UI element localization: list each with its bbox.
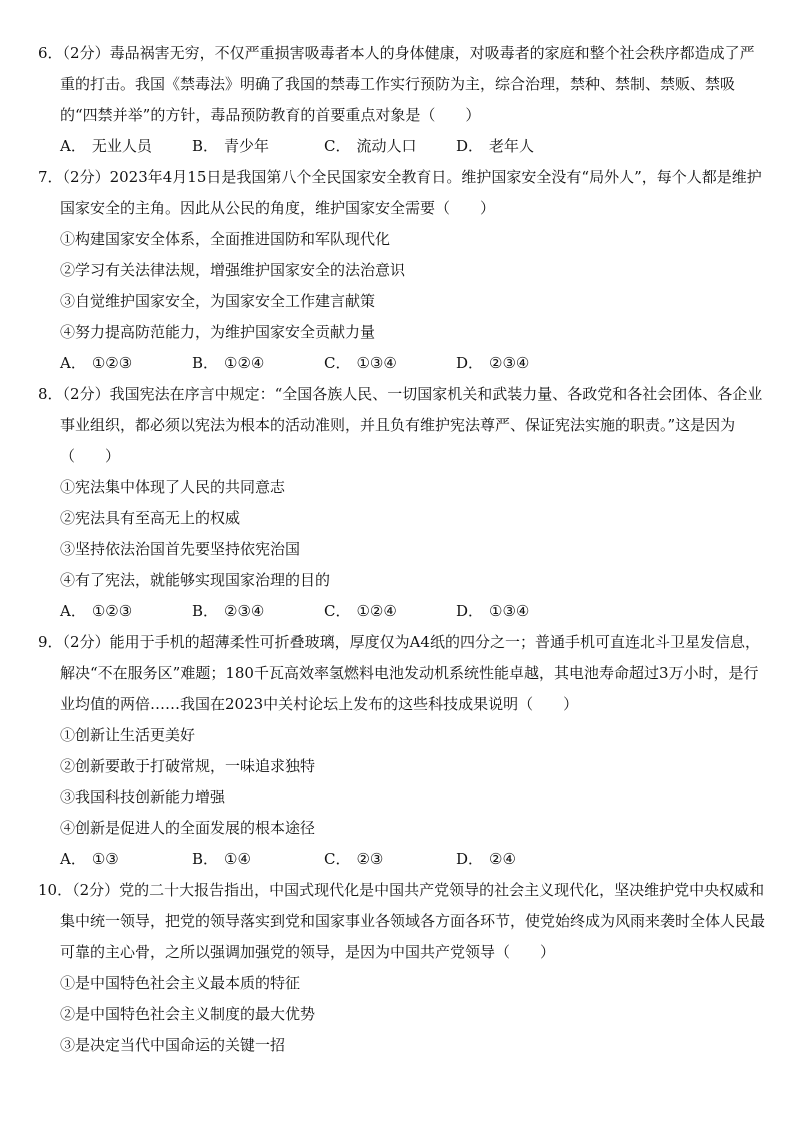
choice-text: ①③④ — [489, 602, 530, 620]
answer-choices — [38, 131, 768, 162]
question-stem: 10．（2分）党的二十大报告指出，中国式现代化是中国共产党领导的社会主义现代化，坚决维护党中央权威和集中统一领导，把党的领导落实到党和国家事业各领域各方面各环节，使党始终成为风雨来袭时全体人民最可靠的主心骨，之所以强调加强党的领导，是因为中国共产党领导（ ） — [38, 881, 766, 961]
choice-text: 流动人口 — [356, 137, 417, 155]
choice-letter: D． — [456, 602, 484, 620]
choice-text: 老年人 — [489, 137, 535, 155]
choice-text: 青少年 — [224, 137, 270, 155]
choice-letter: D． — [456, 850, 484, 868]
choice-text: ①②③ — [91, 354, 133, 372]
statement-item: ④努力提高防范能力，为维护国家安全贡献力量 — [60, 323, 376, 341]
choice-a[interactable] — [60, 596, 192, 627]
statement-item: ③坚持依法治国首先要坚持依宪治国 — [60, 540, 301, 558]
choice-text: ①②④ — [224, 354, 265, 372]
question-9 — [38, 627, 768, 875]
statement-item: ②是中国特色社会主义制度的最大优势 — [60, 1005, 316, 1023]
choice-letter: C． — [324, 850, 351, 868]
question-8 — [38, 379, 768, 627]
statement-item: ②宪法具有至高无上的权威 — [60, 509, 241, 527]
choice-letter: A． — [60, 602, 86, 620]
choice-letter: A． — [60, 354, 86, 372]
statement-item: ②学习有关法律法规，增强维护国家安全的法治意识 — [60, 261, 406, 279]
answer-choices — [38, 348, 768, 379]
statement-item: ①创新让生活更美好 — [60, 726, 196, 744]
statement-item: ③是决定当代中国命运的关键一招 — [60, 1036, 286, 1054]
choice-letter: B． — [192, 850, 219, 868]
choice-text: ②④ — [489, 850, 516, 868]
choice-text: ①③④ — [356, 354, 397, 372]
choice-c[interactable] — [324, 844, 456, 875]
question-stem: 6．（2分）毒品祸害无穷，不仅严重损害吸毒者本人的身体健康，对吸毒者的家庭和整个社会秩序都造成了严重的打击。我国《禁毒法》明确了我国的禁毒工作实行预防为主，综合治理，禁种、禁制、禁贩、禁吸的“四禁并举”的方针，毒品预防教育的首要重点对象是（ ） — [38, 44, 755, 124]
choice-text: ①②④ — [356, 602, 397, 620]
question-7 — [38, 162, 768, 379]
choice-text: ①③ — [91, 850, 119, 868]
choice-text: 无业人员 — [91, 137, 152, 155]
choice-letter: B． — [192, 137, 219, 155]
choice-b[interactable] — [192, 596, 324, 627]
answer-choices — [38, 596, 768, 627]
question-6 — [38, 38, 768, 162]
choice-letter: C． — [324, 354, 351, 372]
choice-text: ②③④ — [489, 354, 530, 372]
statement-item: ①构建国家安全体系，全面推进国防和军队现代化 — [60, 230, 391, 248]
question-stem: 9．（2分）能用于手机的超薄柔性可折叠玻璃，厚度仅为A4纸的四分之一；普通手机可直连北斗卫星发信息，解决“不在服务区”难题；180千瓦高效率氢燃料电池发动机系统性能卓越，其电池寿命超过3万小时，是行业均值的两倍……我国在2023中关村论坛上发布的这些科技成果说明（ ） — [38, 633, 760, 713]
choice-d[interactable] — [456, 844, 588, 875]
answer-choices — [38, 844, 768, 875]
statement-item: ④有了宪法，就能够实现国家治理的目的 — [60, 571, 331, 589]
choice-c[interactable] — [324, 596, 456, 627]
choice-letter: C． — [324, 602, 351, 620]
choice-d[interactable] — [456, 348, 588, 379]
choice-d[interactable] — [456, 596, 588, 627]
choice-letter: A． — [60, 137, 86, 155]
choice-letter: D． — [456, 137, 484, 155]
statement-item: ③我国科技创新能力增强 — [60, 788, 226, 806]
choice-a[interactable] — [60, 844, 192, 875]
choice-text: ②③ — [356, 850, 384, 868]
choice-a[interactable] — [60, 348, 192, 379]
question-stem: 7．（2分）2023年4月15日是我国第八个全民国家安全教育日。维护国家安全没有“局外人”，每个人都是维护国家安全的主角。因此从公民的角度，维护国家安全需要（ ） — [38, 168, 762, 217]
choice-text: ①②③ — [91, 602, 133, 620]
choice-d[interactable] — [456, 131, 588, 162]
choice-letter: B． — [192, 354, 219, 372]
choice-letter: A． — [60, 850, 86, 868]
question-stem: 8．（2分）我国宪法在序言中规定：“全国各族人民、一切国家机关和武装力量、各政党和各社会团体、各企业事业组织，都必须以宪法为根本的活动准则，并且负有维护宪法尊严、保证宪法实施的职责。”这是因为（ ） — [38, 385, 763, 465]
question-10 — [38, 875, 768, 1061]
statement-item: ②创新要敢于打破常规，一味追求独特 — [60, 757, 316, 775]
choice-a[interactable] — [60, 131, 192, 162]
exam-page — [38, 38, 768, 1061]
choice-b[interactable] — [192, 844, 324, 875]
statement-item: ①宪法集中体现了人民的共同意志 — [60, 478, 286, 496]
choice-letter: C． — [324, 137, 351, 155]
choice-text: ②③④ — [224, 602, 265, 620]
choice-b[interactable] — [192, 348, 324, 379]
choice-c[interactable] — [324, 131, 456, 162]
statement-item: ④创新是促进人的全面发展的根本途径 — [60, 819, 316, 837]
choice-b[interactable] — [192, 131, 324, 162]
choice-c[interactable] — [324, 348, 456, 379]
choice-text: ①④ — [224, 850, 251, 868]
choice-letter: D． — [456, 354, 484, 372]
statement-item: ①是中国特色社会主义最本质的特征 — [60, 974, 301, 992]
choice-letter: B． — [192, 602, 219, 620]
statement-item: ③自觉维护国家安全，为国家安全工作建言献策 — [60, 292, 376, 310]
